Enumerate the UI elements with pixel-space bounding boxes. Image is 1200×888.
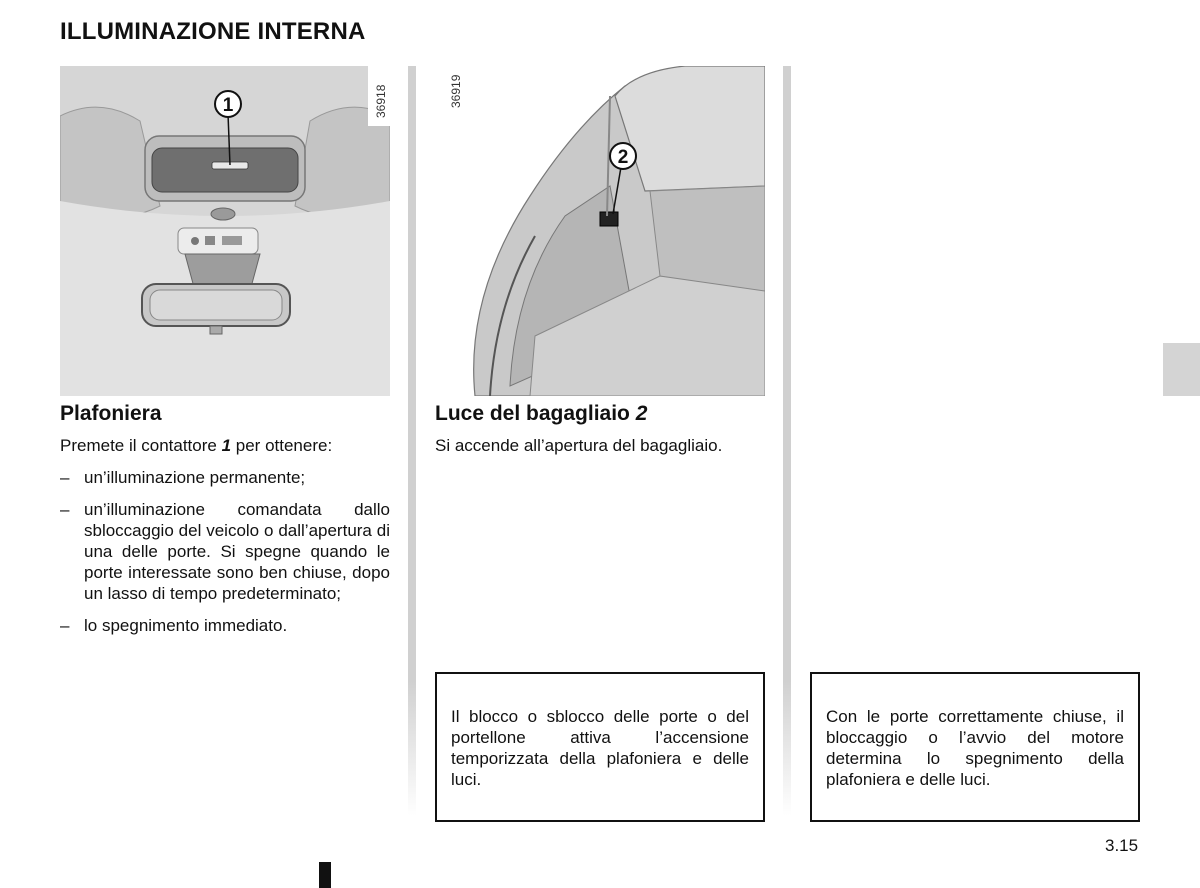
intro-reference: 1 (221, 436, 232, 455)
ceiling-light-illustration (60, 66, 390, 396)
callout-2-layer (435, 66, 765, 396)
bagagliaio-text: Si accende all’apertura del bagagliaio. (435, 436, 723, 455)
page-number: 3.15 (1105, 836, 1139, 855)
bullet-dash: – (60, 616, 70, 635)
chapter-tab (1163, 343, 1200, 396)
plafoniera-list (60, 467, 390, 636)
bullet-dash: – (60, 500, 70, 519)
bagagliaio-title-reference: 2 (635, 402, 648, 425)
plafoniera-body (60, 435, 390, 636)
list-item (60, 467, 390, 488)
column-divider-2 (783, 66, 791, 816)
bagagliaio-title-text: Luce del bagagliaio (435, 402, 636, 425)
plafoniera-title: Plafoniera (60, 402, 162, 425)
bagagliaio-title (435, 402, 647, 426)
note-box-2: Con le porte correttamente chiuse, il bloccaggio o l’avvio del motore determina lo spegnimento della plafoniera e delle luci. (810, 672, 1140, 822)
bullet-dash: – (60, 468, 70, 487)
note-box-1: Il blocco o sblocco delle porte o del portellone attiva l’accensione temporizzata della plafoniera e delle luci. (435, 672, 765, 822)
callout-number: 2 (617, 147, 629, 168)
callout-number: 1 (222, 95, 234, 116)
callout-1-layer (60, 66, 390, 396)
figure-code: 36919 (449, 74, 463, 108)
figure-code: 36918 (374, 84, 388, 118)
callout-leader (228, 114, 230, 165)
column-divider-1 (408, 66, 416, 816)
list-item-text: lo spegnimento immediato. (84, 616, 288, 635)
page-title: ILLUMINAZIONE INTERNA (60, 18, 366, 45)
list-item (60, 615, 390, 636)
callout-leader (613, 167, 621, 214)
list-item-text: un’illuminazione permanente; (84, 468, 306, 487)
intro-text: Premete il contattore (60, 436, 222, 455)
list-item-text: un’illuminazione comandata dallo sbloccaggio del veicolo o dall’apertura di una delle porte. Si spegne quando le porte interessate sono ben chiuse, dopo un lasso di tempo predeterminato; (84, 500, 390, 603)
footer-mark (319, 862, 331, 888)
intro-text-end: per ottenere: (231, 436, 333, 455)
trunk-light-illustration (435, 66, 765, 396)
plafoniera-intro (60, 435, 390, 456)
list-item (60, 499, 390, 604)
